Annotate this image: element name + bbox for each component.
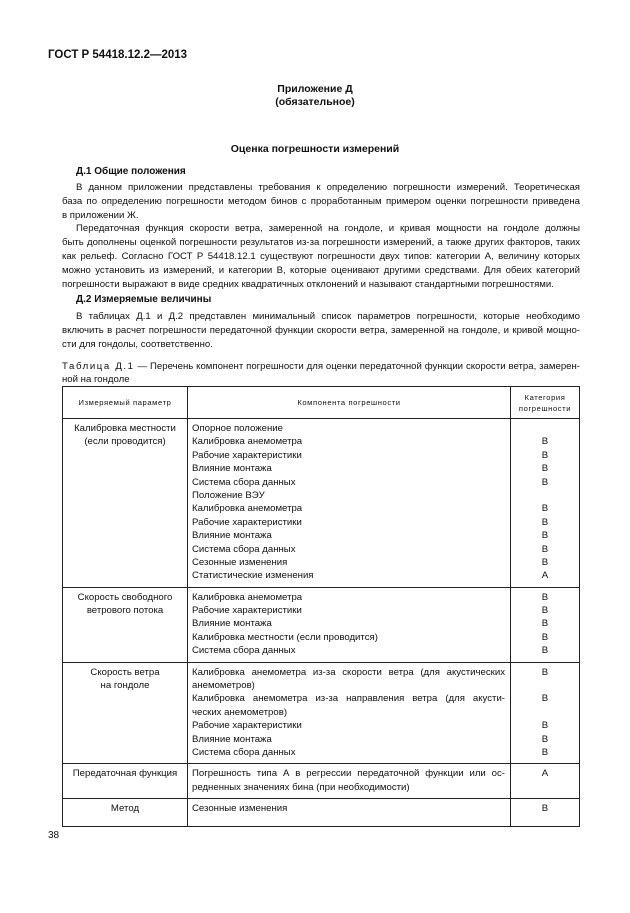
- component-line: Система сбора данных: [192, 476, 296, 488]
- param-cell: [63, 419, 188, 588]
- category-value: В: [541, 543, 549, 555]
- annex-status: (обязательное): [275, 96, 355, 108]
- param-line: ветрового потока: [86, 605, 164, 617]
- category-value: В: [541, 618, 549, 630]
- component-line: Сезонные изменения: [192, 803, 288, 815]
- d2-heading: Д.2 Измеряемые величины: [76, 294, 212, 305]
- component-line: Система сбора данных: [192, 747, 296, 759]
- param-line: на гондоле: [100, 680, 150, 692]
- component-line: Калибровка местности (если проводится): [192, 631, 378, 643]
- component-cell: [188, 587, 511, 662]
- section-title: Оценка погрешности измерений: [230, 143, 400, 155]
- param-line: Калибровка местности: [74, 423, 176, 434]
- table-row: [63, 419, 580, 588]
- table-row: [63, 587, 580, 662]
- category-value: В: [541, 803, 549, 815]
- param-line: Метод: [110, 803, 140, 815]
- category-cell: [511, 419, 580, 588]
- component-line: Рабочие характеристики: [192, 449, 302, 461]
- param-line: Скорость ветра: [90, 666, 160, 678]
- category-value: [511, 489, 579, 502]
- header-category-line: погрешности: [518, 403, 572, 413]
- standard-number: ГОСТ Р 54418.12.2—2013: [48, 49, 188, 61]
- component-line: Рабочие характеристики: [192, 516, 302, 528]
- category-value: В: [541, 591, 549, 603]
- category-value: В: [541, 463, 549, 475]
- component-line: Система сбора данных: [192, 543, 296, 555]
- category-value: В: [541, 476, 549, 488]
- header-param: Измеряемый параметр: [63, 387, 188, 419]
- category-cell: [511, 662, 580, 764]
- text-line: в приложении Ж.: [62, 210, 139, 221]
- component-line: Калибровка анемометра: [192, 591, 303, 603]
- component-line: Рабочие характеристики: [192, 720, 302, 732]
- category-value: В: [541, 733, 549, 745]
- text-line: В данном приложении представлены требования к определению погрешности измерений. Теоретическая: [76, 182, 580, 193]
- component-line: редненных значениях бина (при необходимости): [192, 781, 410, 793]
- table-row: [63, 662, 580, 764]
- param-cell: [63, 587, 188, 662]
- component-line: Влияние монтажа: [192, 463, 272, 475]
- component-line: Положение ВЭУ: [192, 489, 265, 501]
- param-cell: [63, 799, 188, 827]
- text-line: сти для гондолы, соответственно.: [62, 339, 213, 350]
- component-line: Опорное положение: [192, 423, 283, 434]
- component-line: Сезонные изменения: [192, 556, 288, 568]
- category-value: [511, 422, 579, 435]
- page-number: 38: [48, 830, 60, 841]
- category-value: В: [541, 631, 549, 643]
- component-line: Погрешность типа А в регрессии передаточной функции или ос-: [192, 768, 505, 780]
- table-row: [63, 764, 580, 799]
- component-line: ческих анемометров): [192, 706, 288, 718]
- header-component: Компонента погрешности: [188, 387, 511, 419]
- component-cell: [188, 764, 511, 799]
- table-header-row: [63, 387, 580, 419]
- text-line: как рельеф. Согласно ГОСТ Р 54418.12.1 существуют погрешности двух типов: категории А, величину которых: [62, 251, 580, 262]
- table-caption-text-2: ной на гондоле: [62, 374, 130, 385]
- text-line: В таблицах Д.1 и Д.2 представлен минимальный список параметров погрешности, которые необходимо: [76, 311, 580, 322]
- param-cell: [63, 662, 188, 764]
- category-value: В: [541, 436, 549, 448]
- component-line: Калибровка анемометра из-за направления ветра (для акусти-: [192, 693, 505, 705]
- category-value: А: [541, 768, 549, 780]
- category-value: А: [541, 570, 549, 582]
- component-cell: [188, 799, 511, 827]
- text-line: включить в расчет погрешности передаточной функции скорости ветра, замеренной на гондоле, и кривой мощно-: [62, 325, 580, 336]
- param-line: Скорость свободного: [77, 591, 173, 603]
- component-line: Рабочие характеристики: [192, 605, 302, 617]
- category-value: В: [541, 449, 549, 461]
- table-caption-text: — Перечень компонент погрешности для оценки передаточной функции скорости ветра, замерен-: [134, 361, 580, 372]
- text-line: быть дополнены оценкой погрешности результатов из-за погрешности измерений, а также других факторов, таких: [62, 237, 580, 248]
- table-row: [63, 799, 580, 827]
- header-category-line: Категория: [524, 392, 566, 402]
- category-cell: [511, 587, 580, 662]
- category-cell: [511, 764, 580, 799]
- component-line: Калибровка анемометра: [192, 436, 303, 448]
- category-value: В: [541, 503, 549, 515]
- category-cell: [511, 799, 580, 827]
- component-line: Калибровка анемометра из-за скорости ветра (для акустических: [192, 666, 505, 678]
- text-line: можно установить из измерений, и категории В, которые оценивают другими средствами. Для обеих категорий: [62, 265, 580, 276]
- category-value: В: [541, 720, 549, 732]
- component-cell: [188, 419, 511, 588]
- param-line: Передаточная функция: [72, 768, 178, 780]
- d1-paragraph-1: [62, 181, 580, 223]
- component-line: Система сбора данных: [192, 645, 296, 657]
- d1-heading: Д.1 Общие положения: [76, 166, 186, 177]
- table-label: Таблица Д.1: [62, 361, 135, 372]
- table-caption: [62, 360, 580, 386]
- category-value: В: [541, 556, 549, 568]
- category-value: В: [541, 530, 549, 542]
- component-line: Влияние монтажа: [192, 530, 272, 542]
- component-line: Влияние монтажа: [192, 618, 272, 630]
- category-value: В: [541, 693, 549, 705]
- annex-title: Приложение Д: [277, 83, 353, 95]
- text-line: Передаточная функция скорости ветра, замеренной на гондоле, и кривая мощности на гондоле должны: [76, 223, 580, 234]
- category-value: В: [541, 645, 549, 657]
- category-value: В: [541, 746, 549, 758]
- d1-paragraph-2: [62, 222, 580, 292]
- category-value: В: [541, 666, 549, 678]
- d2-paragraph-1: [62, 310, 580, 352]
- component-line: Статистические изменения: [192, 570, 314, 582]
- text-line: база по определению погрешности методом бинов с проработанным примером оценки погрешности приведена: [62, 196, 580, 207]
- param-cell: [63, 764, 188, 799]
- component-line: Влияние монтажа: [192, 733, 272, 745]
- param-line: (если проводится): [84, 436, 166, 448]
- category-value: В: [541, 605, 549, 617]
- uncertainty-table: [62, 386, 580, 827]
- text-line: погрешности выражают в виде средних квадратичных отклонений и называют стандартными погрешностями.: [62, 279, 554, 290]
- component-line: Калибровка анемометра: [192, 503, 303, 515]
- component-cell: [188, 662, 511, 764]
- header-category: [511, 387, 580, 419]
- component-line: анемометров): [192, 680, 255, 692]
- category-value: В: [541, 516, 549, 528]
